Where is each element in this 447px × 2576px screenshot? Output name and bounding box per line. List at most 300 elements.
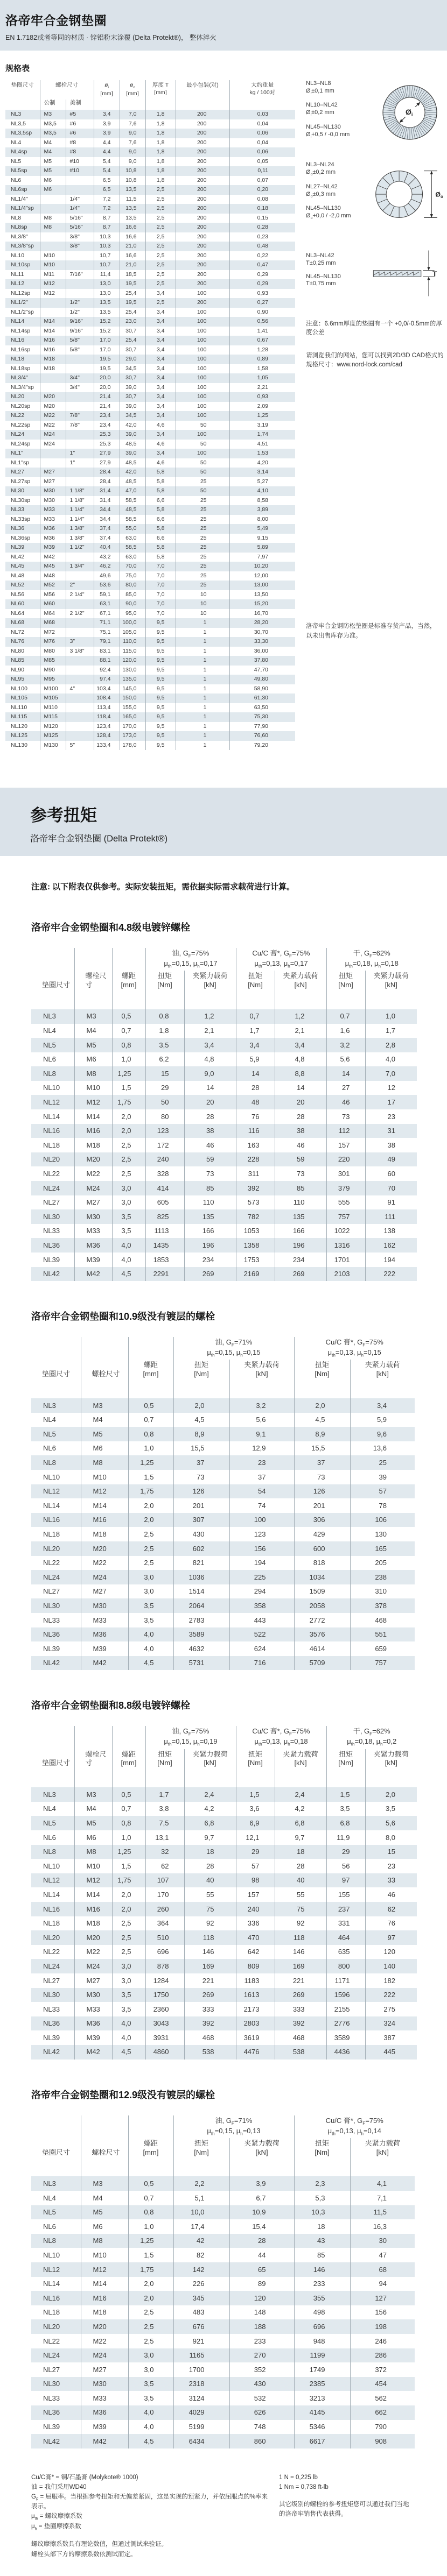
table-cell: M22 (40, 411, 66, 421)
table-cell: 3,5 (128, 2391, 173, 2405)
table-cell: 128,4 (94, 731, 120, 741)
table-cell: M36 (40, 524, 66, 534)
table-cell: 1,41 (229, 327, 295, 336)
table-row (5, 232, 295, 242)
table-cell: NL11 (11, 271, 24, 278)
table-cell: 9,0 (120, 147, 145, 157)
table-cell: NL110 (11, 704, 27, 711)
table-cell: 4,6 (145, 440, 176, 449)
torque-table-grade-8-8-block (31, 1698, 416, 2059)
table-cell: NL1/4" (11, 195, 28, 202)
table-cell: 34,5 (120, 364, 145, 374)
table-cell (66, 477, 94, 487)
table-cell: 464 (326, 1930, 365, 1945)
table-cell: 4,0 (365, 1052, 417, 1067)
table-cell: 1,25 (128, 2234, 173, 2248)
table-cell: 10,20 (229, 562, 295, 571)
table-cell: 5,8 (145, 524, 176, 534)
table-cell: 2,3 (294, 2176, 350, 2191)
table-cell: 5,8 (145, 553, 176, 562)
table-cell: 4,0 (112, 2030, 145, 2045)
table-cell: 9,5 (145, 666, 176, 675)
table-cell: 20 (275, 1095, 326, 1109)
table-cell: M33 (40, 505, 66, 515)
table-row (5, 731, 295, 741)
table-cell: 19,5 (120, 298, 145, 308)
table-cell: 0,89 (229, 355, 295, 364)
table-cell: 1165 (173, 2348, 229, 2363)
table-cell: 2,4 (184, 1787, 236, 1802)
table-cell: M20 (81, 2319, 128, 2334)
table-cell: 5,6 (365, 1816, 417, 1830)
washer-side-view-icon (371, 243, 447, 303)
table-cell: 468 (275, 2030, 326, 2045)
table-cell: M30 (40, 496, 66, 506)
table-cell: M27 (74, 1973, 112, 1988)
table-cell: 0,07 (229, 176, 295, 186)
table-cell: 2,5 (145, 195, 176, 204)
table-cell: 58,5 (120, 543, 145, 553)
table-cell (66, 628, 94, 638)
column-header: 垫圈尺寸 (42, 981, 71, 989)
table-cell: 1 1/8" (66, 486, 94, 496)
column-header: 美制 (66, 100, 94, 110)
table-cell: 27 (326, 1081, 365, 1095)
table-cell: 3/4" (66, 383, 94, 393)
table-cell: M36 (81, 1627, 128, 1642)
table-cell: 13,0 (94, 279, 120, 289)
table-cell: NL8 (11, 214, 22, 221)
table-cell: 6617 (294, 2434, 350, 2448)
table-row (31, 1181, 417, 1195)
footnote-line: 1 Nm = 0,738 ft-lb (279, 2484, 329, 2490)
table-cell: NL6 (43, 1444, 56, 1453)
table-cell: M6 (74, 1830, 112, 1845)
table-cell: 2385 (294, 2377, 350, 2391)
table-cell: NL5 (43, 1818, 56, 1827)
table-cell: NL33 (43, 2394, 60, 2402)
table-cell: 23 (229, 1455, 294, 1470)
table-cell: M14 (81, 1498, 128, 1513)
table-cell: 40,4 (94, 543, 120, 553)
table-cell (66, 468, 94, 477)
table-row (31, 2362, 415, 2377)
table-cell: 3589 (173, 1627, 229, 1642)
column-header: 大约重量 kg / 100对 (229, 80, 295, 110)
table-cell: 6,6 (145, 534, 176, 543)
table-cell: 602 (173, 1541, 229, 1556)
table-cell: 1358 (236, 1238, 275, 1252)
table-row (5, 675, 295, 684)
table-cell: 5/16" (66, 223, 94, 232)
table-cell: NL39 (43, 2033, 60, 2042)
table-cell: NL10 (11, 252, 25, 259)
column-header: 夹紧力载荷 [kN] (229, 2138, 294, 2177)
table-cell: 878 (145, 1959, 184, 1973)
column-header: $ø_i$ [mm] (94, 80, 120, 110)
table-cell: 0,5 (112, 1009, 145, 1024)
table-cell: M48 (40, 571, 66, 581)
table-cell: 0,7 (128, 2191, 173, 2205)
table-cell: 116 (236, 1124, 275, 1138)
table-cell: 3,0 (112, 1973, 145, 1988)
column-header: 扭矩 [Nm] (326, 1749, 365, 1788)
table-cell: 551 (350, 1627, 415, 1642)
column-header: 扭矩 [Nm] (236, 971, 275, 1009)
table-cell: 4,5 (128, 2434, 173, 2448)
table-cell: 0,06 (229, 147, 295, 157)
table-cell: 226 (173, 2277, 229, 2291)
table-cell: 0,18 (229, 204, 295, 214)
table-row (31, 1613, 415, 1627)
table-cell: 2360 (145, 2002, 184, 2016)
table-cell: 3,5 (326, 1802, 365, 1816)
table-row (31, 2334, 415, 2348)
table-cell: 120 (229, 2291, 294, 2305)
table-cell: 538 (184, 2045, 236, 2060)
table-cell: 1435 (145, 1238, 184, 1252)
table-cell: M8 (81, 1455, 128, 1470)
table-cell: 170 (145, 1887, 184, 1902)
thickness-label: T (432, 270, 437, 278)
table-row (5, 176, 295, 186)
table-cell: 1 (176, 637, 229, 647)
table-cell: 2,5 (112, 1916, 145, 1931)
table-cell: NL10 (43, 1862, 60, 1870)
table-cell: 8,0 (365, 1830, 417, 1845)
table-cell: NL68 (11, 619, 25, 626)
table-cell: NL10sp (11, 261, 31, 268)
table-cell: M10 (40, 251, 66, 261)
table-cell: NL3,5sp (11, 130, 32, 137)
table-cell: 1183 (236, 1973, 275, 1988)
table-cell: 5,9 (236, 1052, 275, 1067)
table-cell: NL24 (43, 2351, 60, 2360)
table-cell: M42 (81, 1656, 128, 1671)
table-cell: 201 (173, 1498, 229, 1513)
table-cell: 1,75 (112, 1873, 145, 1888)
table-cell: 2,0 (294, 1398, 350, 1413)
table-cell: #6 (66, 129, 94, 138)
table-title: 洛帝牢合金钢垫圈和8.8级电镀锌螺栓 (31, 1700, 191, 1711)
table-cell: 42,0 (120, 468, 145, 477)
table-cell: 34,5 (120, 411, 145, 421)
table-cell: 1514 (173, 1584, 229, 1599)
table-cell: 63,1 (94, 599, 120, 609)
table-title: 洛帝牢合金钢垫圈和10.9级没有镀层的螺栓 (31, 1311, 215, 1322)
column-header: 螺栓尺寸 (40, 80, 94, 100)
table-cell: 29 (145, 1081, 184, 1095)
page-header (0, 0, 447, 51)
table-cell: 3,5 (112, 2002, 145, 2016)
table-cell: 25 (176, 534, 229, 543)
table-cell: 12,9 (229, 1441, 294, 1456)
table-cell: 9,0 (184, 1066, 236, 1081)
table-cell: 73 (326, 1109, 365, 1124)
table-cell (40, 232, 66, 242)
torque-table-grade-8-8 (31, 1726, 417, 2059)
table-cell: 3,4 (145, 345, 176, 355)
table-cell: 676 (173, 2319, 229, 2334)
table-cell: 659 (350, 1641, 415, 1656)
table-cell: M22 (74, 1945, 112, 1959)
table-cell: 221 (275, 1973, 326, 1988)
table-cell: 1 (176, 731, 229, 741)
table-cell: 345 (173, 2291, 229, 2305)
table-cell: M10 (74, 1859, 112, 1873)
table-cell: NL4 (43, 1027, 56, 1035)
table-cell: 118 (275, 1930, 326, 1945)
table-row (31, 1873, 417, 1888)
table-cell: 23 (365, 1859, 417, 1873)
column-header: 干, $G_F=62\%$ $\mu_{th}=0,18$, $\mu_h=0,18$ (326, 948, 417, 971)
table-cell: 2,5 (112, 1138, 145, 1152)
table-cell: NL39 (43, 1255, 60, 1264)
table-cell: NL14 (11, 318, 25, 325)
table-row (5, 599, 295, 609)
table-cell: 25 (176, 571, 229, 581)
table-cell: 70 (365, 1181, 417, 1195)
table-cell: 126 (173, 1484, 229, 1499)
table-cell: 392 (236, 1181, 275, 1195)
table-cell: NL90 (11, 666, 25, 673)
table-cell: 225 (229, 1570, 294, 1584)
table-cell (40, 298, 66, 308)
table-row (5, 364, 295, 374)
table-cell: M3 (81, 1398, 128, 1413)
table-cell: 73 (294, 1470, 350, 1484)
table-cell: 821 (173, 1556, 229, 1570)
table-cell (66, 185, 94, 195)
table-row (5, 468, 295, 477)
table-cell: 1509 (294, 1584, 350, 1599)
table-cell (40, 383, 66, 393)
table-cell: 2,1 (275, 1024, 326, 1038)
table-cell: 1,58 (229, 364, 295, 374)
table-cell: NL3 (11, 111, 22, 118)
table-row (5, 185, 295, 195)
table-cell: NL22 (43, 2337, 60, 2345)
table-cell: 2,5 (128, 2305, 173, 2320)
table-cell: 1,53 (229, 449, 295, 458)
column-header: 厚度 T [mm] (145, 80, 176, 110)
column-header: 干, $G_F=62\%$ $\mu_{th}=0,18$, $\mu_h=0,2$ (326, 1726, 417, 1749)
table-cell: 757 (326, 1209, 365, 1224)
table-cell: M16 (40, 336, 66, 345)
table-cell (40, 195, 66, 204)
table-cell: 100 (229, 1513, 294, 1527)
table-cell: 2,5 (145, 298, 176, 308)
table-cell: M42 (74, 1267, 112, 1282)
table-cell: M42 (74, 2045, 112, 2060)
table-row (31, 1252, 417, 1267)
table-cell: 13,5 (120, 214, 145, 223)
table-cell: 146 (275, 1945, 326, 1959)
table-cell: 3,2 (326, 1038, 365, 1052)
table-cell: 3,9 (94, 119, 120, 129)
table-cell: 13,0 (94, 289, 120, 299)
table-cell: 3,5 (112, 1988, 145, 2002)
table-cell: 3,2 (229, 1398, 294, 1413)
table-cell: 234 (275, 1252, 326, 1267)
table-row (5, 336, 295, 345)
table-cell: 2776 (326, 2016, 365, 2031)
table-cell: M39 (74, 1252, 112, 1267)
table-cell: 29,0 (120, 355, 145, 364)
table-cell (66, 364, 94, 374)
tolerance: $Ø_o\pm 0,3$ mm (306, 190, 336, 199)
table-cell: 3,89 (229, 505, 295, 515)
table-cell: NL6 (11, 176, 22, 183)
table-cell: 49,6 (94, 571, 120, 581)
table-cell: 9,7 (275, 1830, 326, 1845)
table-cell: M16 (81, 2291, 128, 2305)
table-cell: 30,7 (120, 373, 145, 383)
table-cell (66, 722, 94, 732)
table-cell: 33,30 (229, 637, 295, 647)
table-cell: 50 (176, 440, 229, 449)
table-cell: 100 (176, 449, 229, 458)
table-cell: 15,2 (94, 317, 120, 327)
table-cell: 118,4 (94, 712, 120, 722)
table-cell: 27,9 (94, 449, 120, 458)
table-cell (40, 458, 66, 468)
table-cell: 8,58 (229, 496, 295, 506)
table-cell: 0,8 (128, 1427, 173, 1441)
table-cell: M5 (81, 2205, 128, 2220)
table-cell: 2,0 (365, 1787, 417, 1802)
table-cell: #5 (66, 110, 94, 119)
table-cell: 58,90 (229, 684, 295, 694)
table-cell: NL36 (11, 525, 25, 532)
table-cell: 392 (184, 2016, 236, 2031)
table-cell: 36,00 (229, 647, 295, 656)
table-cell: 1,75 (112, 1095, 145, 1109)
table-cell: 4,0 (128, 2405, 173, 2420)
table-cell: 18 (294, 2219, 350, 2234)
table-cell: 146 (294, 2262, 350, 2277)
table-cell: NL4 (11, 139, 22, 146)
table-cell: 2 1/4" (66, 590, 94, 600)
tolerance: T±0,25 mm (306, 259, 336, 266)
column-header: 油, $G_F=71\%$ $\mu_{th}=0,15$, $\mu_h=0,15$ (173, 1337, 294, 1360)
table-cell: 28 (275, 1859, 326, 1873)
table-cell: 3,19 (229, 421, 295, 430)
column-header: 扭矩 [Nm] (145, 1749, 184, 1788)
table-cell: M30 (81, 2377, 128, 2391)
table-cell: 2103 (326, 1267, 365, 1282)
table-cell: #10 (66, 157, 94, 167)
table-cell: NL1"sp (11, 459, 30, 466)
table-cell: 172 (145, 1138, 184, 1152)
size-range: NL45–NL130 (306, 205, 341, 212)
table-cell: 0,20 (229, 185, 295, 195)
table-cell: 4,6 (145, 421, 176, 430)
table-cell: 0,15 (229, 214, 295, 223)
table-cell: 0,5 (128, 1398, 173, 1413)
table-cell: 70,0 (120, 562, 145, 571)
table-cell: 378 (350, 1598, 415, 1613)
table-cell: M18 (74, 1138, 112, 1152)
table-row (5, 355, 295, 364)
table-cell: M11 (40, 270, 66, 280)
table-cell: 7,0 (145, 562, 176, 571)
table-cell: 9,5 (145, 628, 176, 638)
table-cell: M4 (74, 1802, 112, 1816)
table-cell: NL5 (43, 1429, 56, 1438)
table-row (5, 684, 295, 694)
table-cell: 47,70 (229, 666, 295, 675)
table-cell: NL27 (43, 1198, 60, 1207)
table-cell: 9,7 (184, 1830, 236, 1845)
table-cell: 269 (275, 1267, 326, 1282)
table-cell: 148 (229, 2305, 294, 2320)
table-cell: 75 (275, 1902, 326, 1916)
table-cell: 1" (66, 449, 94, 458)
table-cell: 331 (326, 1916, 365, 1931)
table-cell: 14 (236, 1066, 275, 1081)
table-row (31, 1802, 417, 1816)
table-cell: NL14 (43, 2280, 60, 2288)
table-cell: 9,5 (145, 675, 176, 684)
table-row (31, 2420, 415, 2435)
table-cell: 200 (176, 270, 229, 280)
table-cell: M42 (81, 2434, 128, 2448)
table-cell: 13,50 (229, 590, 295, 600)
table-cell: NL12 (11, 280, 25, 287)
table-cell: 1,5 (128, 1470, 173, 1484)
table-cell: NL42 (11, 553, 25, 560)
table-cell: 50 (176, 486, 229, 496)
table-cell: M18 (81, 2305, 128, 2320)
table-cell: 1036 (173, 1570, 229, 1584)
table-cell: 2,0 (173, 1398, 229, 1413)
table-row (31, 1887, 417, 1902)
column-header: 油, $G_F=71\%$ $\mu_{th}=0,15$, $\mu_h=0,13$ (173, 2115, 294, 2138)
table-cell: 15,5 (294, 1441, 350, 1456)
table-cell: M8 (40, 223, 66, 232)
washer-cam-top-view-icon (371, 164, 447, 224)
table-cell: 1 3/4" (66, 562, 94, 571)
table-cell: M56 (40, 590, 66, 600)
table-cell: 4145 (294, 2405, 350, 2420)
table-row (31, 2319, 415, 2334)
table-cell: M20 (40, 402, 66, 412)
table-cell: NL27sp (11, 478, 31, 485)
table-row (31, 1988, 417, 2002)
table-row (31, 1916, 417, 1931)
table-cell: 201 (294, 1498, 350, 1513)
table-cell: 222 (365, 1267, 417, 1282)
table-cell: 1022 (326, 1224, 365, 1239)
table-cell: 2,5 (112, 1930, 145, 1945)
table-cell: 59 (184, 1152, 236, 1167)
table-cell: M18 (40, 355, 66, 364)
table-cell: 88,1 (94, 656, 120, 666)
table-cell: 16,6 (120, 251, 145, 261)
table-cell: M22 (81, 1556, 128, 1570)
table-cell (66, 666, 94, 675)
table-cell: 3,9 (94, 129, 120, 138)
table-row (31, 2045, 417, 2060)
table-cell: 1,75 (128, 1484, 173, 1499)
table-cell (66, 251, 94, 261)
table-cell: 130 (350, 1527, 415, 1541)
table-cell: 43,2 (94, 553, 120, 562)
table-cell: M5 (40, 157, 66, 167)
table-cell: 7/8" (66, 421, 94, 430)
table-cell: M125 (40, 731, 66, 741)
